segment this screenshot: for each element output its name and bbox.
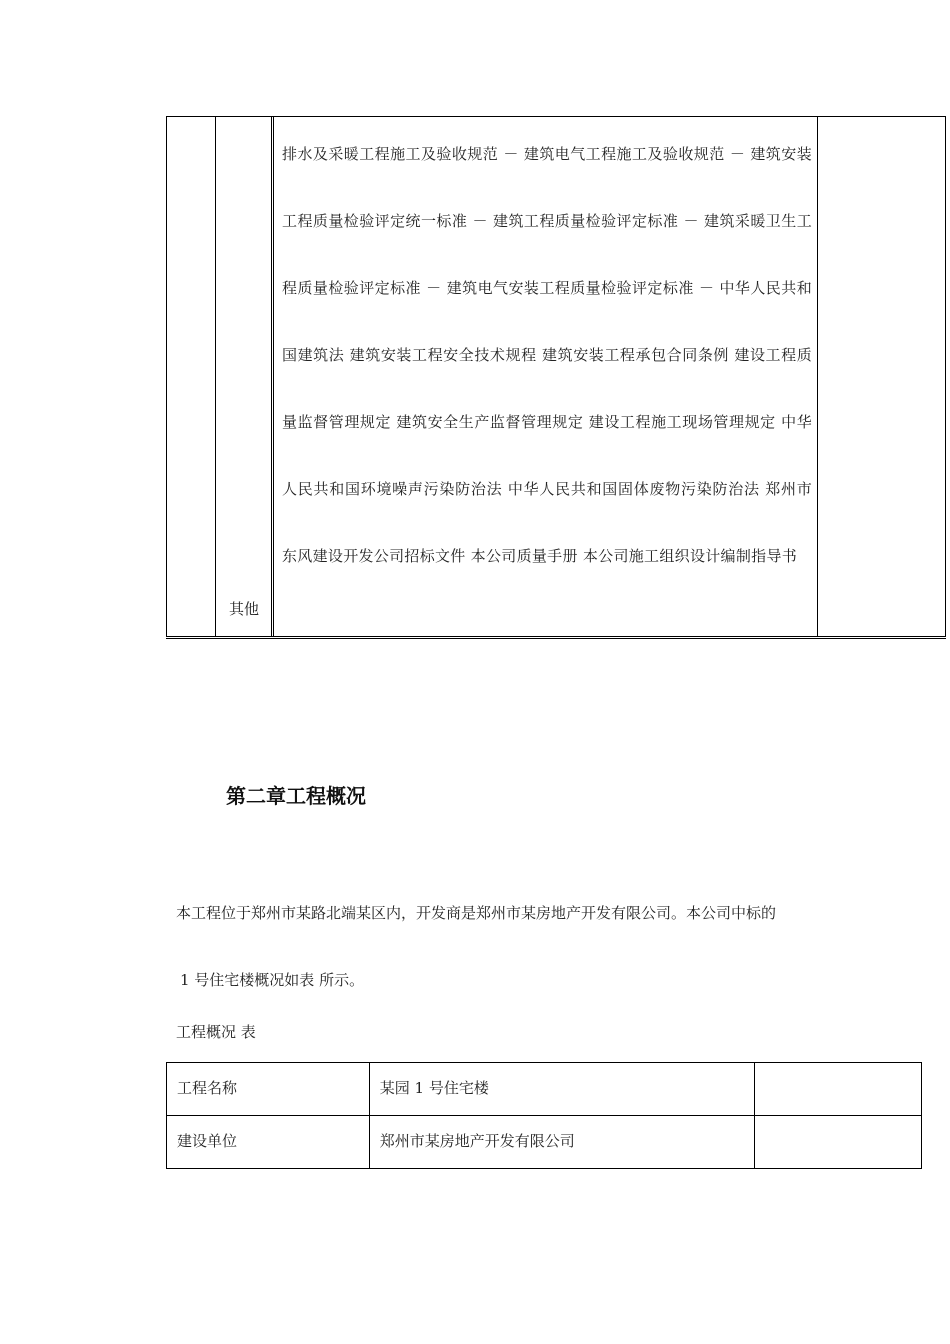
intro-paragraph: 本工程位于郑州市某路北端某区内，开发商是郑州市某房地产开发有限公司。本公司中标的: [176, 904, 777, 922]
row-label: 工程名称: [167, 1063, 370, 1116]
table-divider: [271, 117, 274, 636]
row-value: 某园 1 号住宅楼: [369, 1063, 754, 1116]
row-note: [755, 1063, 922, 1116]
overview-table: [166, 1062, 922, 1169]
chapter-title: 第二章工程概况: [226, 784, 366, 808]
table-border-right: [945, 117, 946, 636]
category-label: 其他: [228, 600, 259, 618]
table-divider: [215, 117, 216, 636]
row-note: [755, 1116, 922, 1169]
table-row: [167, 1116, 922, 1169]
table-divider: [817, 117, 818, 636]
table-border-left: [166, 117, 167, 636]
row-value: 郑州市某房地产开发有限公司: [369, 1116, 754, 1169]
table-row: [167, 1063, 922, 1116]
basis-table: [166, 116, 946, 639]
row-label: 建设单位: [167, 1116, 370, 1169]
intro-paragraph-cont: 1 号住宅楼概况如表 所示。: [180, 971, 365, 989]
table-caption: 工程概况 表: [176, 1023, 256, 1041]
standards-list: 排水及采暖工程施工及验收规范 － 建筑电气工程施工及验收规范 － 建筑安装工程质量检验评定统一标准 － 建筑工程质量检验评定标准 － 建筑采暖卫生工程质量检验评定标准 － 建筑电气安装工程质量检验评定标准 － 中华人民共和国建筑法 建筑安装工程安全技术规程 建筑安装工程承包合同条例 建设工程质量监督管理规定 建筑安全生产监督管理规定 建设工程施工现场管理规定 中华人民共和国环境噪声污染防治法 中华人民共和国固体废物污染防治法 郑州市东风建设开发公司招标文件 本公司质量手册 本公司施工组织设计编制指导书: [282, 145, 812, 565]
